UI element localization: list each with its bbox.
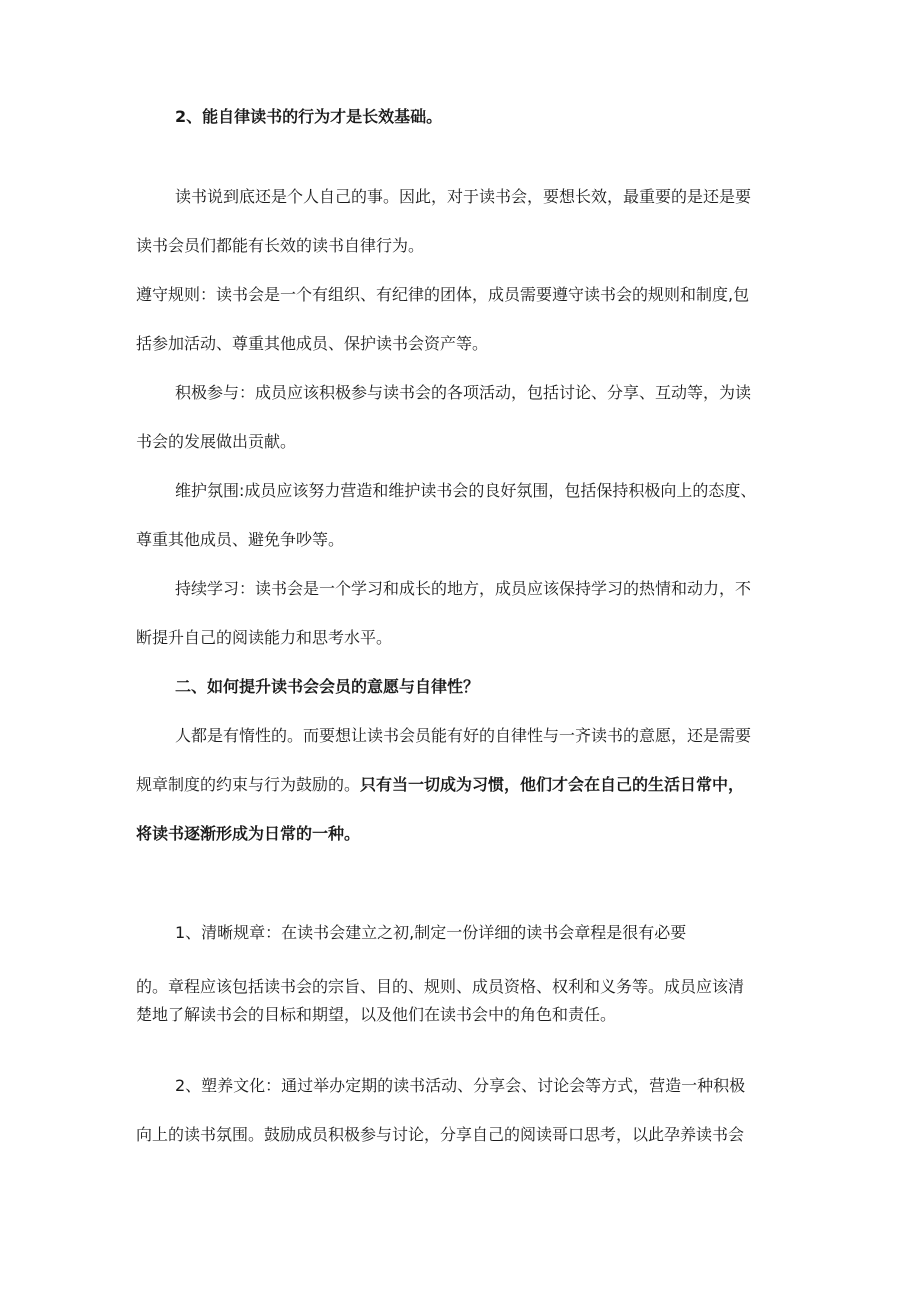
rule-atmosphere-line1: 维护氛围:成员应该努力营造和维护读书会的良好氛围，包括保持积极向上的态度、 — [175, 481, 757, 500]
paragraph-line: 人都是有惰性的。而要想让读书会员能有好的自律性与一齐读书的意愿，还是需要 — [175, 726, 752, 745]
item-clear-rules-line3: 楚地了解读书会的目标和期望，以及他们在读书会中的角色和责任。 — [136, 1005, 617, 1024]
emphasis-line: 将读书逐渐形成为日常的一种。 — [136, 824, 361, 843]
item-culture-line1: 2、塑养文化：通过举办定期的读书活动、分享会、讨论会等方式，营造一种积极 — [175, 1076, 746, 1095]
paragraph-line: 读书会员们都能有长效的读书自律行为。 — [136, 236, 425, 255]
rule-participate-line1: 积极参与：成员应该积极参与读书会的各项活动，包括讨论、分享、互动等，为读 — [175, 383, 752, 402]
rule-learning-line2: 断提升自己的阅读能力和思考水平。 — [136, 628, 393, 647]
item-culture-line2: 向上的读书氛围。鼓励成员积极参与讨论，分享自己的阅读哥口思考，以此孕养读书会 — [136, 1125, 745, 1144]
paragraph-line-mixed — [136, 773, 744, 797]
section-heading-self-discipline: 2、能自律读书的行为才是长效基础。 — [175, 107, 443, 126]
rule-follow-line1: 遵守规则：读书会是一个有组织、有纪律的团体，成员需要遵守读书会的规则和制度,包 — [136, 285, 750, 304]
section-heading-willingness: 二、如何提升读书会会员的意愿与自律性？ — [175, 677, 480, 696]
paragraph-text: 规章制度的约束与行为鼓励的。 — [136, 775, 361, 794]
paragraph-line: 读书说到底还是个人自己的事。因此，对于读书会，要想长效，最重要的是还是要 — [175, 187, 752, 206]
emphasis-text: 只有当一切成为习惯，他们才会在自己的生活日常中， — [360, 775, 745, 794]
item-clear-rules-line1: 1、清晰规章：在读书会建立之初,制定一份详细的读书会章程是很有必要 — [175, 923, 687, 942]
rule-atmosphere-line2: 尊重其他成员、避免争吵等。 — [136, 530, 345, 549]
rule-follow-line2: 括参加活动、尊重其他成员、保护读书会资产等。 — [136, 334, 489, 353]
rule-learning-line1: 持续学习：读书会是一个学习和成长的地方，成员应该保持学习的热情和动力，不 — [175, 579, 752, 598]
item-clear-rules-line2: 的。章程应该包括读书会的宗旨、目的、规则、成员资格、权利和义务等。成员应该清 — [136, 977, 745, 996]
rule-participate-line2: 书会的发展做出贡献。 — [136, 432, 297, 451]
